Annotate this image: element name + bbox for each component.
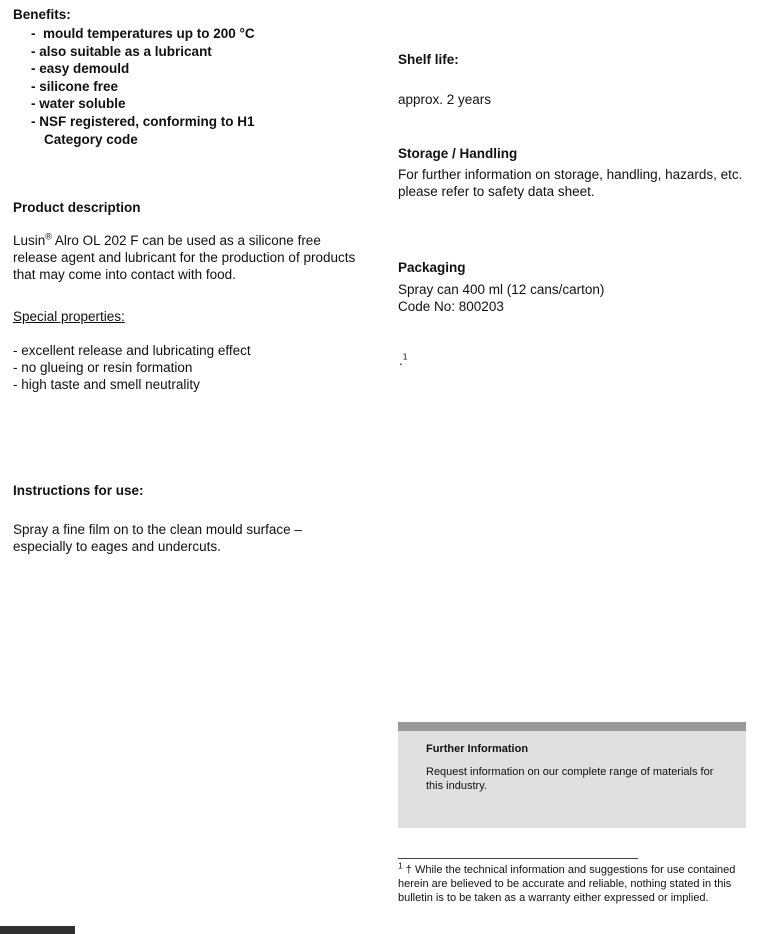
benefits-item-continuation: Category code	[44, 131, 138, 147]
shelf-life-heading: Shelf life:	[398, 52, 459, 67]
benefits-item: - easy demould	[31, 61, 130, 77]
footnote-superscript-1: 1	[402, 351, 408, 362]
benefits-heading: Benefits:	[13, 7, 71, 22]
footnote-body: † While the technical information and suggestions for use contained herein are believed to be accurate and reliable, nothing stated in this bulletin is to be taken as a warranty either expressed or implied.	[398, 864, 736, 904]
special-property-item: - no glueing or resin formation	[13, 360, 193, 375]
footnote-text	[398, 860, 756, 905]
info-box-accent-bar	[398, 722, 746, 731]
special-properties-list	[13, 342, 373, 393]
info-box-body	[398, 731, 746, 828]
product-description-heading: Product description	[13, 200, 141, 215]
brand-name: Lusin	[13, 233, 46, 248]
instructions-heading: Instructions for use:	[13, 483, 144, 498]
packaging-footnote-marker	[399, 352, 408, 369]
registered-trademark-symbol: ®	[45, 231, 52, 242]
packaging-line1: Spray can 400 ml (12 cans/carton)	[398, 282, 605, 297]
packaging-heading: Packaging	[398, 260, 466, 275]
instructions-body: Spray a fine film on to the clean mould surface – especially to eages and undercuts.	[13, 522, 302, 554]
benefits-item: - silicone free	[31, 78, 119, 94]
footnote-period: .	[399, 353, 403, 368]
footnote-divider	[398, 858, 638, 859]
benefits-item: - water soluble	[31, 96, 126, 112]
special-property-item: - high taste and smell neutrality	[13, 377, 200, 392]
page-edge-mark	[0, 926, 75, 934]
storage-handling-body: For further information on storage, handling, hazards, etc. please refer to safety data sheet.	[398, 167, 743, 199]
benefits-item: - NSF registered, conforming to H1	[31, 113, 255, 129]
shelf-life-body: approx. 2 years	[398, 92, 492, 107]
benefits-item: - mould temperatures up to 200 °C	[31, 26, 255, 41]
product-description-body	[13, 232, 365, 283]
footnote-number: 1	[398, 860, 403, 871]
benefits-item: - also suitable as a lubricant	[31, 43, 212, 59]
further-information-text: Request information on our complete range of materials for this industry.	[426, 766, 714, 792]
product-description-text: Alro OL 202 F can be used as a silicone free release agent and lubricant for the production of products that may come into contact with food.	[13, 233, 356, 282]
special-properties-heading: Special properties:	[13, 309, 125, 324]
special-property-item: - excellent release and lubricating effect	[13, 343, 251, 358]
further-information-box	[398, 722, 746, 828]
storage-handling-heading: Storage / Handling	[398, 146, 518, 161]
further-information-heading: Further Information	[426, 743, 529, 755]
benefits-list	[31, 25, 381, 148]
packaging-line2: Code No: 800203	[398, 299, 504, 314]
